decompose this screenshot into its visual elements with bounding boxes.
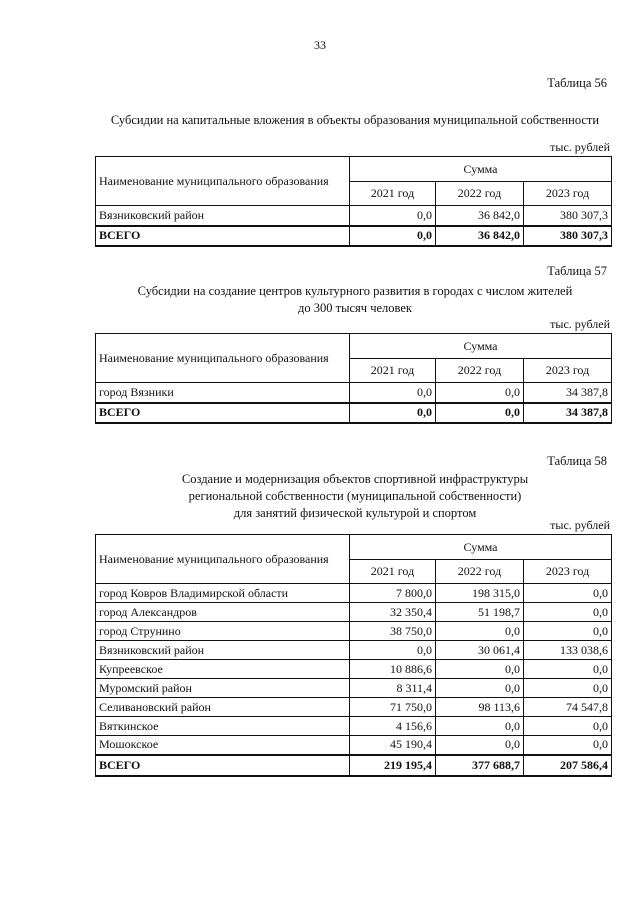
value-2021: 8 311,4 (350, 679, 436, 698)
total-2023: 207 586,4 (524, 755, 612, 776)
year-2021: 2021 год (350, 359, 436, 383)
value-2022: 0,0 (436, 736, 524, 755)
row-name: Купреевское (96, 660, 350, 679)
page-number: 33 (314, 38, 326, 52)
value-2023: 34 387,8 (524, 383, 612, 403)
row-name: город Струнино (96, 622, 350, 641)
value-2021: 4 156,6 (350, 717, 436, 736)
table-row (96, 383, 612, 403)
table-row (96, 622, 612, 641)
total-label: ВСЕГО (96, 226, 350, 246)
row-name: город Александров (96, 603, 350, 622)
total-2021: 219 195,4 (350, 755, 436, 776)
value-2021: 32 350,4 (350, 603, 436, 622)
value-2022: 98 113,6 (436, 698, 524, 717)
value-2023: 133 038,6 (524, 641, 612, 660)
year-2021: 2021 год (350, 560, 436, 584)
table-58-units: тыс. рублей (550, 518, 610, 532)
table-row (96, 717, 612, 736)
value-2021: 0,0 (350, 206, 436, 226)
header-name: Наименование муниципального образования (96, 334, 350, 383)
value-2021: 71 750,0 (350, 698, 436, 717)
table-58-title-line: региональной собственности (муниципальной собственности) (188, 489, 522, 503)
row-name: Муромский район (96, 679, 350, 698)
table-57-label: Таблица 57 (547, 264, 607, 278)
table-56-label: Таблица 56 (547, 76, 607, 90)
total-row (96, 755, 612, 776)
table-row (96, 584, 612, 603)
table-row (96, 641, 612, 660)
year-2021: 2021 год (350, 182, 436, 206)
value-2023: 380 307,3 (524, 206, 612, 226)
table-58-title-line: Создание и модернизация объектов спортивной инфраструктуры (181, 472, 529, 486)
value-2023: 0,0 (524, 660, 612, 679)
table-row (96, 679, 612, 698)
table-row (96, 603, 612, 622)
value-2023: 0,0 (524, 584, 612, 603)
table-row (96, 736, 612, 755)
value-2023: 0,0 (524, 679, 612, 698)
table-56 (95, 156, 612, 247)
total-2023: 380 307,3 (524, 226, 612, 246)
value-2021: 0,0 (350, 641, 436, 660)
value-2023: 0,0 (524, 717, 612, 736)
table-row (96, 698, 612, 717)
year-2023: 2023 год (524, 182, 612, 206)
row-name: город Ковров Владимирской области (96, 584, 350, 603)
header-sum: Сумма (350, 535, 612, 560)
value-2023: 0,0 (524, 736, 612, 755)
year-2023: 2023 год (524, 359, 612, 383)
table-57-units: тыс. рублей (550, 317, 610, 331)
header-name: Наименование муниципального образования (96, 157, 350, 206)
header-row (96, 535, 612, 560)
total-label: ВСЕГО (96, 403, 350, 423)
header-name: Наименование муниципального образования (96, 535, 350, 584)
row-name: Мошокское (96, 736, 350, 755)
row-name: Вязниковский район (96, 641, 350, 660)
year-2023: 2023 год (524, 560, 612, 584)
value-2022: 30 061,4 (436, 641, 524, 660)
total-2022: 36 842,0 (436, 226, 524, 246)
table-56-title (90, 112, 620, 129)
total-2023: 34 387,8 (524, 403, 612, 423)
row-name: город Вязники (96, 383, 350, 403)
value-2023: 0,0 (524, 603, 612, 622)
value-2022: 0,0 (436, 383, 524, 403)
total-label: ВСЕГО (96, 755, 350, 776)
table-row (96, 660, 612, 679)
row-name: Вязниковский район (96, 206, 350, 226)
value-2022: 51 198,7 (436, 603, 524, 622)
table-57-title (90, 283, 620, 317)
table-58-title-line: для занятий физической культурой и спортом (233, 506, 477, 520)
header-sum: Сумма (350, 157, 612, 182)
row-name: Селивановский район (96, 698, 350, 717)
value-2022: 0,0 (436, 660, 524, 679)
value-2021: 0,0 (350, 383, 436, 403)
table-58 (95, 534, 612, 777)
value-2021: 38 750,0 (350, 622, 436, 641)
table-row (96, 206, 612, 226)
year-2022: 2022 год (436, 359, 524, 383)
table-57-title-line: до 300 тысяч человек (298, 301, 412, 315)
year-2022: 2022 год (436, 182, 524, 206)
value-2022: 0,0 (436, 717, 524, 736)
table-58-title (90, 471, 620, 522)
table-58-label: Таблица 58 (547, 454, 607, 468)
header-row (96, 157, 612, 182)
header-row (96, 334, 612, 359)
table-57 (95, 333, 612, 424)
value-2022: 36 842,0 (436, 206, 524, 226)
total-2021: 0,0 (350, 403, 436, 423)
value-2022: 0,0 (436, 679, 524, 698)
header-sum: Сумма (350, 334, 612, 359)
year-2022: 2022 год (436, 560, 524, 584)
total-2022: 377 688,7 (436, 755, 524, 776)
table-57-title-line: Субсидии на создание центров культурного развития в городах с числом жителей (137, 284, 573, 298)
table-56-title-line: Субсидии на капитальные вложения в объекты образования муниципальной собственности (110, 113, 600, 127)
row-name: Вяткинское (96, 717, 350, 736)
total-2022: 0,0 (436, 403, 524, 423)
total-2021: 0,0 (350, 226, 436, 246)
total-row (96, 403, 612, 423)
value-2023: 0,0 (524, 622, 612, 641)
value-2021: 10 886,6 (350, 660, 436, 679)
value-2022: 0,0 (436, 622, 524, 641)
value-2021: 7 800,0 (350, 584, 436, 603)
table-56-units: тыс. рублей (550, 140, 610, 154)
value-2023: 74 547,8 (524, 698, 612, 717)
value-2021: 45 190,4 (350, 736, 436, 755)
value-2022: 198 315,0 (436, 584, 524, 603)
total-row (96, 226, 612, 246)
